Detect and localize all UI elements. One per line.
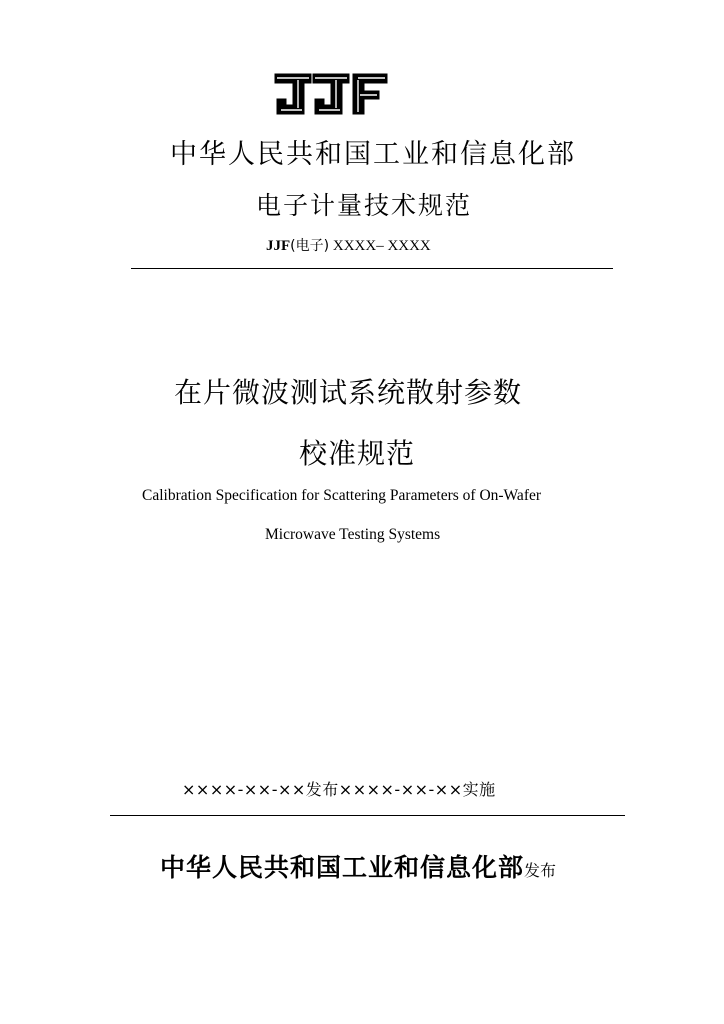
- jjf-logo-icon: [273, 72, 389, 116]
- publisher-name: 中华人民共和国工业和信息化部: [160, 853, 525, 882]
- spec-category: 电子计量技术规范: [256, 191, 473, 220]
- top-divider: [131, 268, 613, 269]
- bottom-divider: [110, 815, 625, 816]
- document-title-line1: 在片微波测试系统散射参数: [174, 376, 523, 409]
- spec-code-domain: (电子): [290, 238, 330, 254]
- spec-code-number: XXXX– XXXX: [329, 238, 431, 254]
- spec-code: [266, 235, 431, 255]
- english-title-line1: Calibration Specification for Scattering Parameters of On-Wafer: [142, 487, 542, 504]
- spec-code-prefix: JJF: [266, 238, 291, 254]
- ministry-title: 中华人民共和国工业和信息化部: [170, 139, 576, 170]
- issue-implement-dates: ××××-××-××发布××××-××-××实施: [182, 780, 496, 799]
- publisher-line: [160, 848, 556, 884]
- english-title-line2: Microwave Testing Systems: [265, 526, 441, 543]
- publisher-suffix: 发布: [524, 861, 557, 880]
- document-title-line2: 校准规范: [299, 437, 416, 470]
